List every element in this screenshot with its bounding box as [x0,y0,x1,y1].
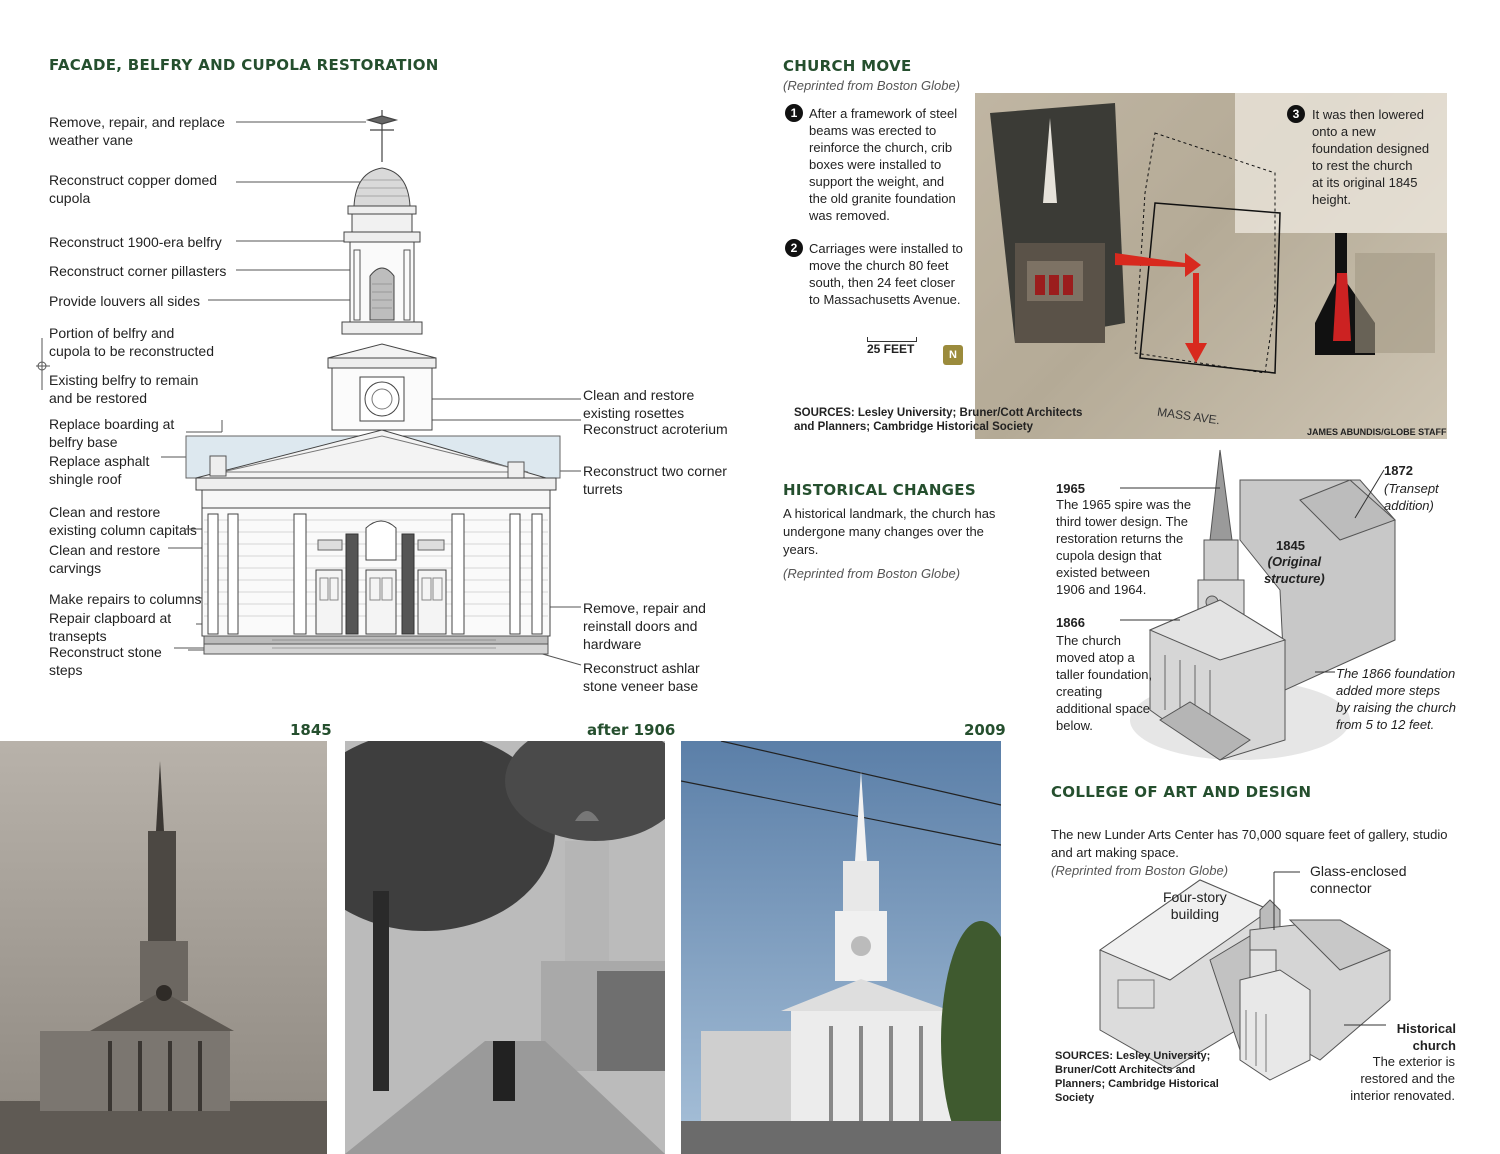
college-sources: SOURCES: Lesley University; Bruner/Cott Architects and Planners; Cambridge Historical Society [1055,1050,1219,1104]
label-historical-church-title: Historical church [1396,1021,1456,1053]
street-label: MASS AVE. [1156,404,1221,428]
scale-bar [867,337,917,342]
historical-body: A historical landmark, the church has undergone many changes over the years. [783,506,996,557]
label-doors: Remove, repair and reinstall doors and hardware [583,600,706,652]
label-clapboard: Repair clapboard at transepts [49,610,172,644]
photo-2009 [681,741,1001,1154]
step-2-text: Carriages were installed to move the church 80 feet south, then 24 feet closer to Massachusetts Avenue. [809,241,963,307]
globe-staff-credit: JAMES ABUNDIS/GLOBE STAFF [1307,427,1447,437]
label-louvers: Provide louvers all sides [49,293,200,309]
label-boarding: Replace boarding at belfry base [49,416,175,450]
step-2 [785,239,803,257]
label-1872-text: (Transept addition) [1384,481,1439,513]
facade-title: FACADE, BELFRY AND CUPOLA RESTORATION [49,56,439,74]
college-title: COLLEGE OF ART AND DESIGN [1051,783,1312,801]
label-acroterium: Reconstruct acroterium [583,421,728,437]
church-move-credit: (Reprinted from Boston Globe) [783,78,961,93]
step-3 [1287,105,1305,123]
scale-label: 25 FEET [867,342,915,356]
label-1866-text: The church moved atop a taller foundation, creating additional space below. [1056,633,1153,733]
label-belfry: Reconstruct 1900-era belfry [49,234,222,250]
historical-title: HISTORICAL CHANGES [783,481,976,499]
college-credit: (Reprinted from Boston Globe) [1051,863,1229,878]
label-turrets: Reconstruct two corner turrets [583,463,727,497]
step-1-text: After a framework of steel beams was erected to reinforce the church, crib boxes were installed to support the weight, and the old granite foundation was removed. [809,106,958,223]
step-2-badge: 2 [785,239,803,257]
label-weather-vane: Remove, repair, and replace weather vane [49,114,225,148]
label-1866-year: 1866 [1056,615,1085,630]
label-existing-belfry: Existing belfry to remain and be restored [49,372,199,406]
photo-year-2009: 2009 [964,721,1006,739]
step-3-text: It was then lowered onto a new foundation designed to rest the church at its original 1845 height. [1312,107,1430,207]
label-foundation: The 1866 foundation added more steps by raising the church from 5 to 12 feet. [1336,666,1456,732]
step-1 [785,104,803,122]
label-1845-year: 1845 [1276,538,1305,553]
label-portion-reconstructed: Portion of belfry and cupola to be reconstructed [49,325,214,359]
label-glass-connector: Glass-enclosed connector [1310,863,1407,896]
label-four-story: Four-story building [1163,889,1227,922]
photo-after-1906 [345,741,665,1154]
photo-1845 [0,741,327,1154]
church-move-title: CHURCH MOVE [783,57,912,75]
college-body-text: The new Lunder Arts Center has 70,000 square feet of gallery, studio and art making space. [1051,827,1448,860]
label-rosettes: Clean and restore existing rosettes [583,387,695,421]
label-ashlar: Reconstruct ashlar stone veneer base [583,660,700,694]
historical-credit: (Reprinted from Boston Globe) [783,566,961,581]
church-elevation-drawing [36,100,736,700]
label-roof: Replace asphalt shingle roof [49,453,150,487]
label-1845-text: (Original structure) [1264,554,1325,586]
label-capitals: Clean and restore existing column capitals [49,504,197,538]
photo-year-1845: 1845 [290,721,332,739]
label-1965-year: 1965 [1056,481,1085,496]
north-arrow-icon: N [943,345,963,365]
photo-year-1906: after 1906 [587,721,676,739]
church-move-sources: SOURCES: Lesley University; Bruner/Cott Architects and Planners; Cambridge Historical Society [794,407,1083,433]
label-1965-text: The 1965 spire was the third tower design. The restoration returns the cupola design that existed between 1906 and 1964. [1056,497,1192,597]
label-carvings: Clean and restore carvings [49,542,161,576]
label-columns: Make repairs to columns [49,591,202,607]
step-1-badge: 1 [785,104,803,122]
step-3-badge: 3 [1287,105,1305,123]
label-1872-year: 1872 [1384,463,1413,478]
label-cupola: Reconstruct copper domed cupola [49,172,218,206]
label-pillasters: Reconstruct corner pillasters [49,263,227,279]
label-historical-church-text: The exterior is restored and the interior renovated. [1350,1054,1455,1103]
label-stone-steps: Reconstruct stone steps [49,644,162,678]
